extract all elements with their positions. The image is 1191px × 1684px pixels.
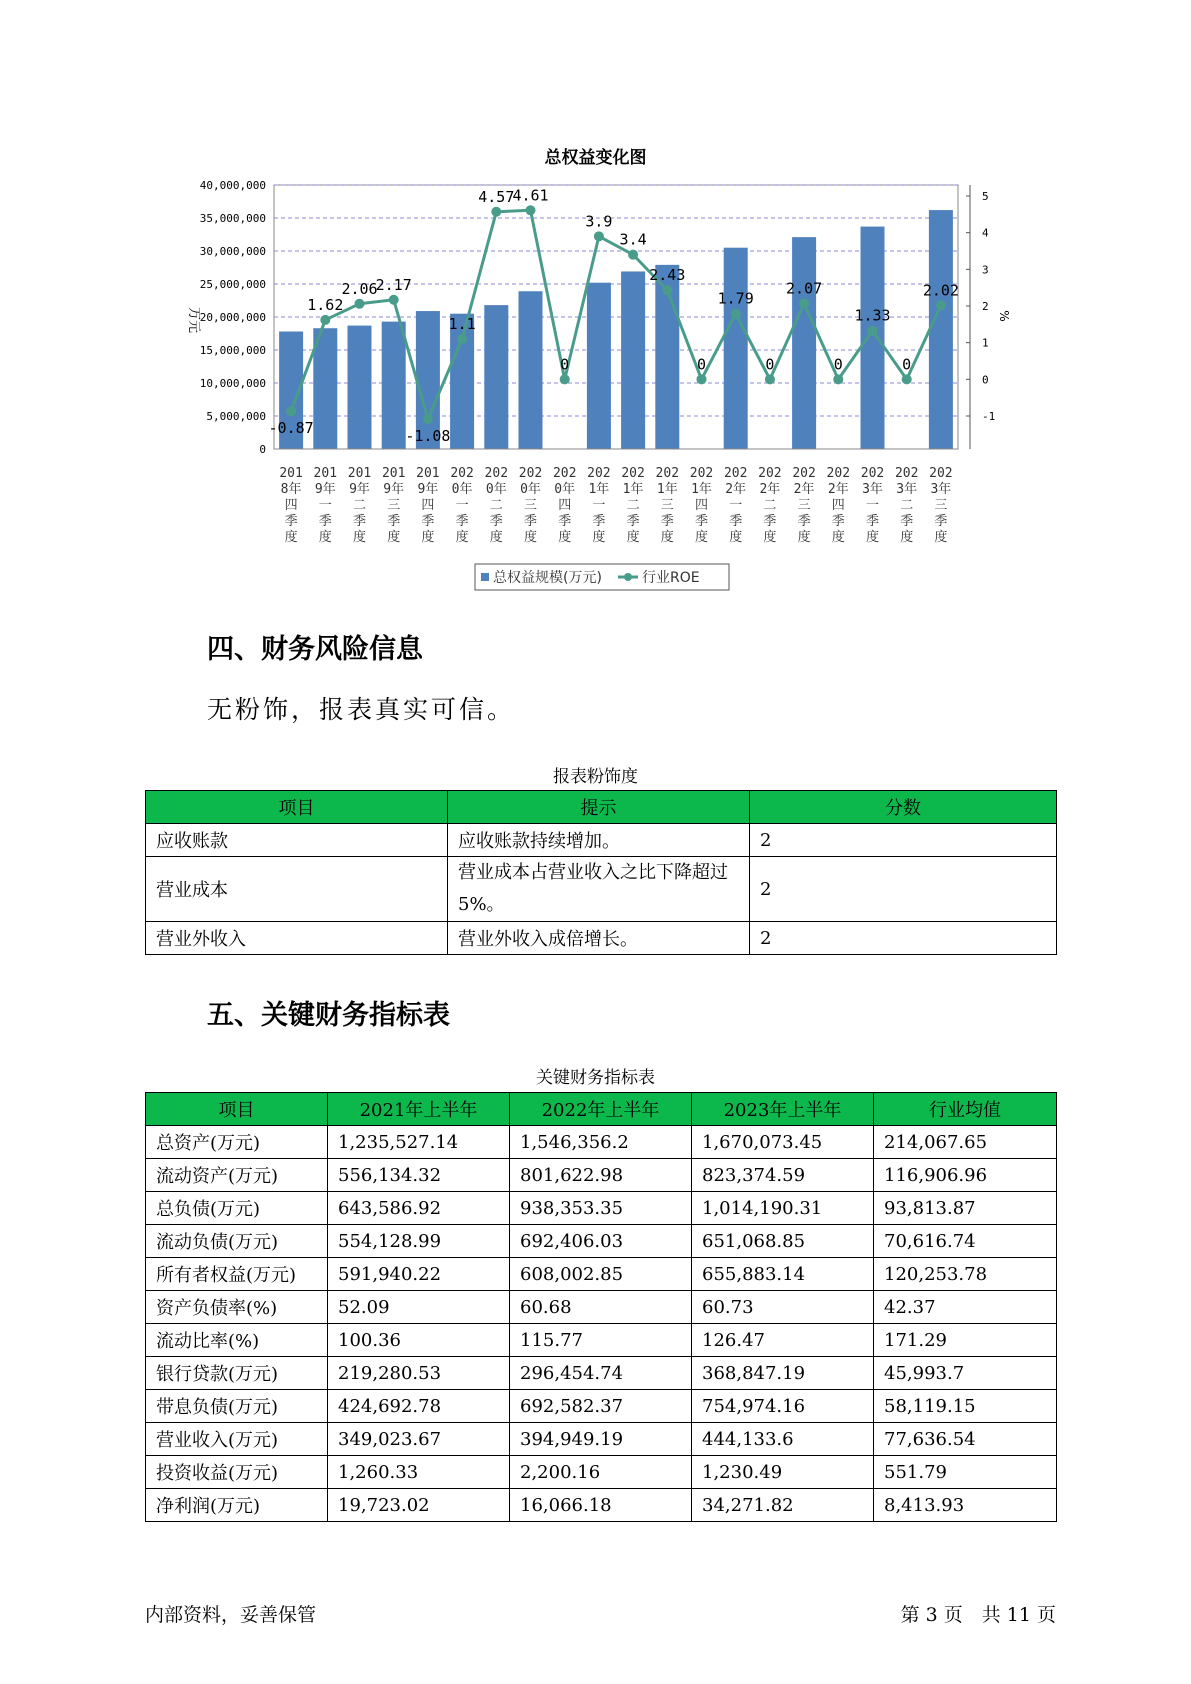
table-cell: 214,067.65 [874, 1126, 1057, 1159]
legend-label-bar: 总权益规模(万元) [493, 570, 602, 586]
roe-data-label: 2.07 [786, 279, 823, 298]
table-cell: 349,023.67 [328, 1423, 510, 1456]
header-cell: 2022年上半年 [510, 1093, 692, 1126]
y-right-tick-label: -1 [982, 410, 996, 423]
kpi-table [145, 1092, 1057, 1522]
table-cell: 368,847.19 [692, 1357, 874, 1390]
roe-data-label: 2.17 [375, 275, 412, 294]
bar [621, 271, 645, 449]
table-cell: 692,582.37 [510, 1390, 692, 1423]
table-cell: 应收账款 [146, 824, 448, 857]
table-cell: 总负债(万元) [146, 1192, 328, 1225]
table-cell: 营业外收入成倍增长。 [448, 922, 750, 955]
footer-page-number: 第 3 页 共 11 页 [900, 1604, 1056, 1626]
section4-text: 无粉饰，报表真实可信。 [207, 695, 516, 724]
roe-point [389, 295, 399, 305]
table-cell: 营业成本 [146, 857, 448, 922]
table-cell: 1,546,356.2 [510, 1126, 692, 1159]
roe-point [594, 231, 604, 241]
chart-title: 总权益变化图 [544, 148, 647, 168]
table-cell: 16,066.18 [510, 1489, 692, 1522]
y-left-tick-label: 40,000,000 [199, 179, 266, 192]
table-row [146, 857, 1057, 922]
table-cell: 1,235,527.14 [328, 1126, 510, 1159]
equity-chart [0, 0, 1191, 600]
risk-table [145, 790, 1057, 955]
roe-data-label: -1.08 [405, 426, 451, 445]
roe-data-label: 1.33 [854, 306, 891, 325]
table-cell: 1,230.49 [692, 1456, 874, 1489]
roe-data-label: 2.02 [922, 281, 959, 300]
header-cell: 提示 [448, 791, 750, 824]
table-cell: 总资产(万元) [146, 1126, 328, 1159]
table-cell: 651,068.85 [692, 1225, 874, 1258]
table-cell: 444,133.6 [692, 1423, 874, 1456]
roe-point [902, 374, 912, 384]
table-cell: 投资收益(万元) [146, 1456, 328, 1489]
y-left-tick-label: 15,000,000 [199, 344, 266, 357]
roe-data-label: 1.1 [448, 315, 476, 333]
x-tick-label: 202 2年三季度 [792, 466, 816, 545]
table-row [146, 1192, 1057, 1225]
header-cell: 2023年上半年 [692, 1093, 874, 1126]
roe-data-label: 0 [560, 355, 570, 374]
x-tick-label: 201 9年三季度 [381, 466, 406, 545]
roe-data-label: 0 [696, 355, 707, 374]
roe-point [628, 250, 638, 260]
roe-data-label: 3.9 [585, 212, 613, 231]
x-tick-label: 202 3年二季度 [894, 466, 919, 545]
legend-swatch-point [624, 573, 632, 581]
table-cell: 938,353.35 [510, 1192, 692, 1225]
roe-data-label: 1.62 [307, 295, 344, 314]
table-cell: 8,413.93 [874, 1489, 1057, 1522]
table-cell: 58,119.15 [874, 1390, 1057, 1423]
x-tick-label: 201 8年四季度 [279, 466, 303, 545]
y-left-tick-label: 35,000,000 [199, 212, 266, 225]
table-cell: 120,253.78 [874, 1258, 1057, 1291]
bar [929, 210, 953, 449]
bar [519, 291, 543, 449]
table-cell: 60.68 [510, 1291, 692, 1324]
table-header-row [146, 1093, 1057, 1126]
risk-table-caption: 报表粉饰度 [553, 767, 638, 787]
table-cell: 394,949.19 [510, 1423, 692, 1456]
roe-data-label: 4.61 [512, 186, 549, 205]
table-cell: 营业外收入 [146, 922, 448, 955]
y-right-tick-label: 1 [982, 336, 989, 350]
bar [792, 237, 816, 449]
roe-point [833, 374, 843, 384]
y-left-tick-label: 30,000,000 [199, 245, 266, 258]
x-tick-label: 202 1年二季度 [621, 466, 645, 545]
roe-point [662, 285, 672, 295]
bar [382, 322, 406, 449]
roe-data-label: -0.87 [268, 419, 314, 438]
table-row [146, 922, 1057, 955]
table-cell: 93,813.87 [874, 1192, 1057, 1225]
y-left-tick-label: 5,000,000 [206, 410, 266, 423]
table-cell: 银行贷款(万元) [146, 1357, 328, 1390]
header-cell: 2021年上半年 [328, 1093, 510, 1126]
roe-point [457, 334, 467, 344]
table-cell: 643,586.92 [328, 1192, 510, 1225]
y-right-axis-title: % [997, 310, 1011, 322]
y-right-tick-label: 3 [982, 263, 989, 277]
table-cell: 45,993.7 [874, 1357, 1057, 1390]
table-cell: 19,723.02 [328, 1489, 510, 1522]
y-right-tick-label: 5 [982, 190, 989, 203]
table-cell: 608,002.85 [510, 1258, 692, 1291]
x-tick-label: 202 1年一季度 [587, 466, 611, 545]
table-cell: 754,974.16 [692, 1390, 874, 1423]
bar [587, 283, 611, 449]
table-cell: 2 [750, 922, 1057, 955]
table-row [146, 824, 1057, 857]
table-cell: 资产负债率(%) [146, 1291, 328, 1324]
table-cell: 带息负债(万元) [146, 1390, 328, 1423]
legend-swatch-bar [481, 573, 489, 581]
x-tick-label: 201 9年二季度 [347, 466, 372, 545]
y-left-tick-label: 25,000,000 [199, 278, 266, 291]
y-right-tick-label: 4 [982, 226, 989, 240]
table-cell: 1,670,073.45 [692, 1126, 874, 1159]
table-cell: 2 [750, 824, 1057, 857]
table-cell: 70,616.74 [874, 1225, 1057, 1258]
table-row [146, 1324, 1057, 1357]
y-left-tick-label: 20,000,000 [199, 311, 266, 324]
table-cell: 34,271.82 [692, 1489, 874, 1522]
table-cell: 692,406.03 [510, 1225, 692, 1258]
x-tick-label: 201 9年一季度 [313, 466, 338, 545]
header-cell: 项目 [146, 1093, 328, 1126]
table-cell: 801,622.98 [510, 1159, 692, 1192]
roe-point [355, 299, 365, 309]
section5-heading: 五、关键财务指标表 [207, 1000, 450, 1031]
table-row [146, 1225, 1057, 1258]
table-cell: 116,906.96 [874, 1159, 1057, 1192]
roe-data-label: 2.43 [649, 266, 686, 285]
table-cell: 1,260.33 [328, 1456, 510, 1489]
roe-data-label: 2.06 [341, 279, 378, 298]
table-cell: 净利润(万元) [146, 1489, 328, 1522]
roe-point [320, 315, 330, 325]
roe-data-label: 0 [833, 355, 843, 374]
table-cell: 60.73 [692, 1291, 874, 1324]
roe-point [765, 374, 775, 384]
table-cell: 424,692.78 [328, 1390, 510, 1423]
table-cell: 655,883.14 [692, 1258, 874, 1291]
x-tick-label: 202 0年一季度 [450, 466, 474, 545]
table-cell: 流动比率(%) [146, 1324, 328, 1357]
y-left-axis-title: 万元 [186, 306, 201, 334]
roe-point [526, 205, 536, 215]
table-row [146, 1159, 1057, 1192]
legend-label-line: 行业ROE [642, 570, 700, 586]
table-cell: 115.77 [510, 1324, 692, 1357]
y-right-tick-label: 2 [982, 300, 989, 313]
roe-data-label: 0 [765, 355, 775, 374]
roe-point [731, 309, 741, 319]
y-right-tick-label: 0 [982, 373, 989, 387]
table-row [146, 1357, 1057, 1390]
table-cell: 77,636.54 [874, 1423, 1057, 1456]
roe-data-label: 0 [902, 355, 912, 374]
table-cell: 52.09 [328, 1291, 510, 1324]
roe-point [491, 207, 501, 217]
roe-data-label: 3.4 [619, 230, 647, 249]
roe-point [423, 414, 433, 424]
table-cell: 营业收入(万元) [146, 1423, 328, 1456]
table-cell: 流动资产(万元) [146, 1159, 328, 1192]
table-cell: 554,128.99 [328, 1225, 510, 1258]
table-cell: 100.36 [328, 1324, 510, 1357]
bar [724, 248, 748, 449]
x-tick-label: 202 1年三季度 [655, 466, 680, 545]
footer-left: 内部资料，妥善保管 [145, 1604, 317, 1626]
header-cell: 行业均值 [874, 1093, 1057, 1126]
table-row [146, 1258, 1057, 1291]
bar [348, 326, 372, 449]
roe-data-label: 4.57 [478, 187, 515, 206]
table-row [146, 1126, 1057, 1159]
table-cell: 551.79 [874, 1456, 1057, 1489]
section4-heading: 四、财务风险信息 [207, 634, 423, 665]
table-cell: 2,200.16 [510, 1456, 692, 1489]
table-cell: 171.29 [874, 1324, 1057, 1357]
table-cell: 流动负债(万元) [146, 1225, 328, 1258]
x-tick-label: 201 9年四季度 [416, 466, 440, 545]
table-header-row [146, 791, 1057, 824]
x-tick-label: 202 2年一季度 [723, 466, 748, 545]
roe-point [799, 298, 809, 308]
table-row [146, 1456, 1057, 1489]
table-row [146, 1423, 1057, 1456]
roe-point [697, 374, 707, 384]
table-cell: 42.37 [874, 1291, 1057, 1324]
table-cell: 219,280.53 [328, 1357, 510, 1390]
table-cell: 2 [750, 857, 1057, 922]
table-cell: 556,134.32 [328, 1159, 510, 1192]
header-cell: 项目 [146, 791, 448, 824]
table-row [146, 1291, 1057, 1324]
x-tick-label: 202 0年二季度 [484, 466, 509, 545]
bar [484, 305, 508, 449]
roe-data-label: 1.79 [717, 289, 754, 308]
table-row [146, 1489, 1057, 1522]
table-cell: 应收账款持续增加。 [448, 824, 750, 857]
roe-point [560, 374, 570, 384]
x-tick-label: 202 3年三季度 [929, 466, 953, 545]
table-cell: 所有者权益(万元) [146, 1258, 328, 1291]
kpi-table-caption: 关键财务指标表 [536, 1068, 655, 1088]
table-cell: 1,014,190.31 [692, 1192, 874, 1225]
table-cell: 126.47 [692, 1324, 874, 1357]
table-cell: 591,940.22 [328, 1258, 510, 1291]
y-left-tick-label: 10,000,000 [199, 377, 266, 390]
table-row [146, 1390, 1057, 1423]
bar [861, 227, 885, 449]
x-tick-label: 202 1年四季度 [689, 466, 714, 545]
x-tick-label: 202 0年三季度 [518, 466, 543, 545]
roe-point [936, 300, 946, 310]
table-cell: 296,454.74 [510, 1357, 692, 1390]
table-cell: 营业成本占营业收入之比下降超过5%。 [448, 857, 750, 922]
x-tick-label: 202 3年一季度 [860, 466, 885, 545]
table-cell: 823,374.59 [692, 1159, 874, 1192]
header-cell: 分数 [750, 791, 1057, 824]
y-left-tick-label: 0 [259, 443, 266, 456]
x-tick-label: 202 2年四季度 [826, 466, 851, 545]
x-tick-label: 202 0年四季度 [552, 466, 577, 545]
roe-point [286, 406, 296, 416]
roe-point [868, 326, 878, 336]
x-tick-label: 202 2年二季度 [758, 466, 782, 545]
